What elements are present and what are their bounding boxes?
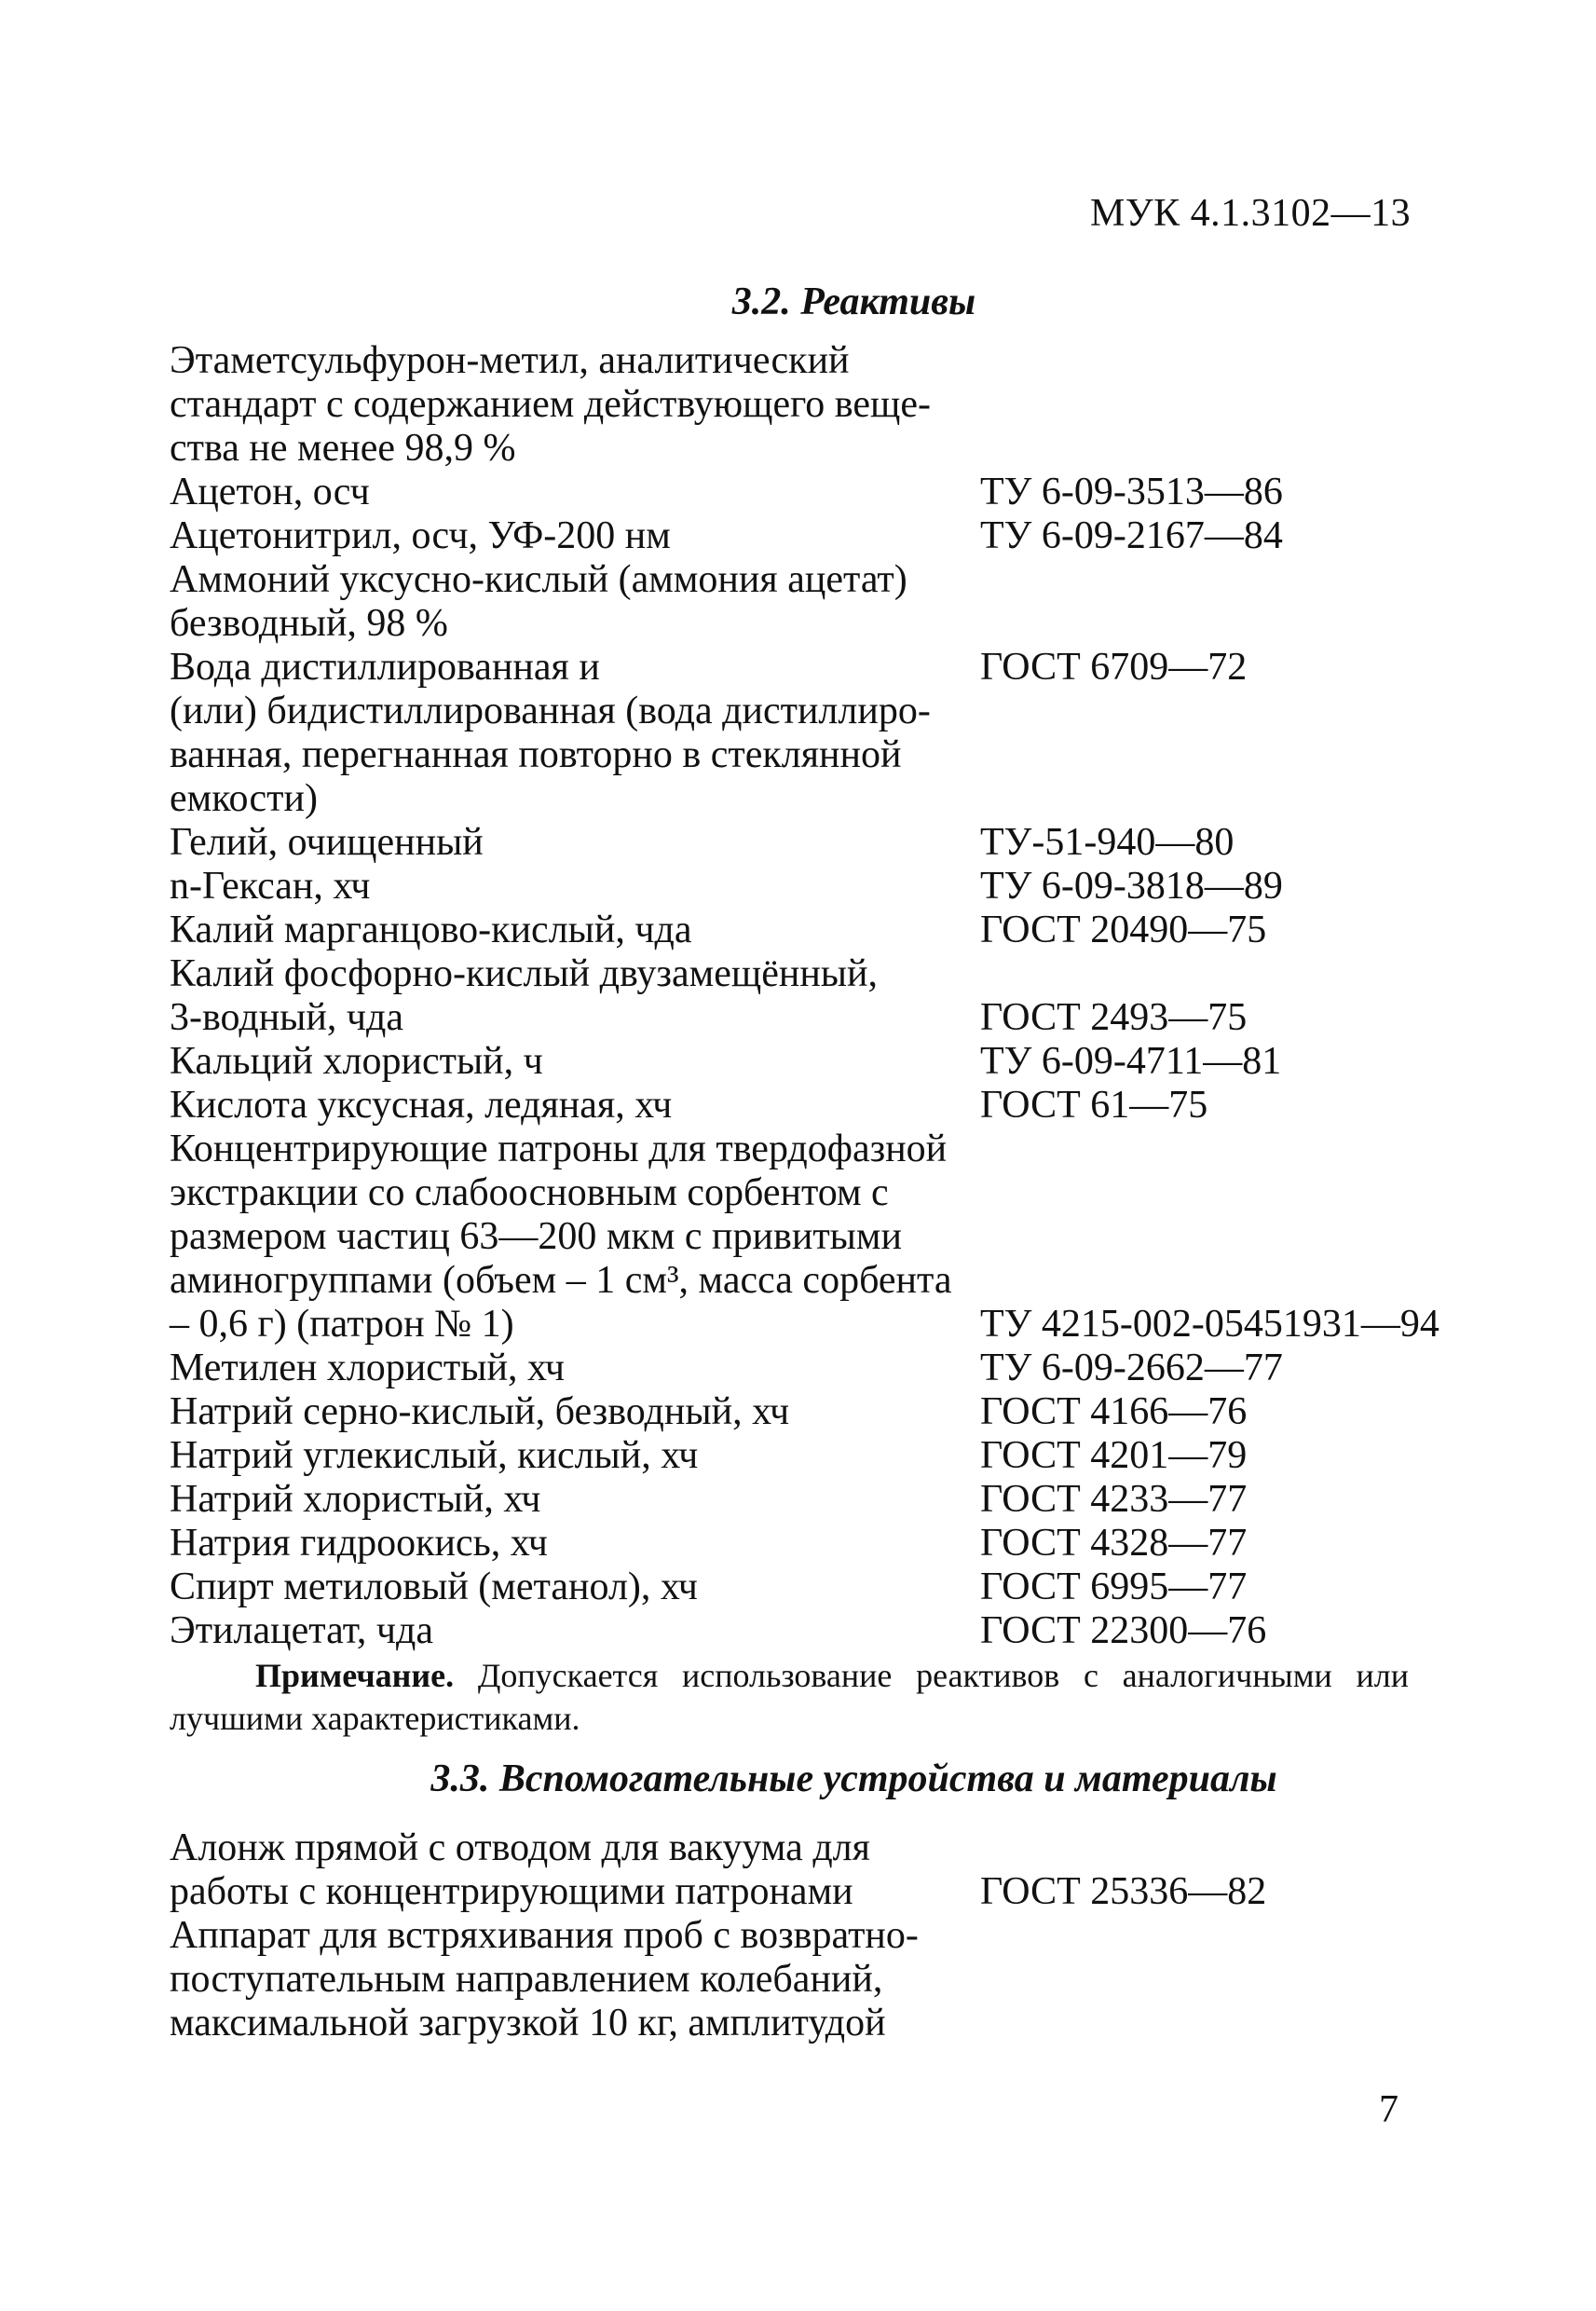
item-name: Гелий, очищенный xyxy=(170,821,484,864)
note xyxy=(170,1654,1409,1740)
list-item xyxy=(170,1826,1548,1914)
list-item xyxy=(170,1566,1548,1609)
item-name: Натрий хлористый, хч xyxy=(170,1478,541,1521)
item-standard: ГОСТ 4328—77 xyxy=(980,1522,1248,1565)
page-number: 7 xyxy=(1379,2088,1398,2131)
list-item xyxy=(170,471,1548,514)
item-name: Натрий углекислый, кислый, хч xyxy=(170,1434,699,1477)
item-standard: ГОСТ 2493—75 xyxy=(980,996,1248,1039)
item-name: Алонж прямой с отводом для вакуума для работы с концентрирующими патронами xyxy=(170,1826,870,1913)
item-standard: ГОСТ 22300—76 xyxy=(980,1609,1267,1652)
item-name: Аммоний уксусно-кислый (аммония ацетат) безводный, 98 % xyxy=(170,558,907,645)
document-code: МУК 4.1.3102—13 xyxy=(1090,192,1412,235)
list-item xyxy=(170,909,1548,952)
item-standard: ГОСТ 6995—77 xyxy=(980,1566,1248,1608)
list-item xyxy=(170,1522,1548,1566)
list-item xyxy=(170,1478,1548,1522)
list-item xyxy=(170,1390,1548,1434)
item-standard: ТУ 6-09-2662—77 xyxy=(980,1347,1283,1389)
list-item xyxy=(170,1128,1548,1347)
item-name: Натрия гидроокись, хч xyxy=(170,1522,548,1565)
list-item xyxy=(170,1609,1548,1653)
item-standard: ГОСТ 20490—75 xyxy=(980,909,1267,951)
item-name: Натрий серно-кислый, безводный, хч xyxy=(170,1390,790,1433)
item-name: Метилен хлористый, хч xyxy=(170,1347,565,1389)
list-item xyxy=(170,1084,1548,1128)
item-standard: ГОСТ 4166—76 xyxy=(980,1390,1248,1433)
list-item xyxy=(170,339,1548,471)
item-standard: ГОСТ 61—75 xyxy=(980,1084,1208,1127)
list-item xyxy=(170,1914,1548,2045)
item-standard: ТУ 6-09-3818—89 xyxy=(980,865,1283,908)
list-item xyxy=(170,1040,1548,1084)
list-item xyxy=(170,1434,1548,1478)
list-item xyxy=(170,1347,1548,1390)
item-name: Кислота уксусная, ледяная, хч xyxy=(170,1084,673,1127)
item-name: Калий фосфорно-кислый двузамещённый, 3-водный, чда xyxy=(170,952,878,1039)
item-standard: ГОСТ 25336—82 xyxy=(980,1870,1267,1913)
list-item xyxy=(170,865,1548,909)
list-item xyxy=(170,952,1548,1040)
item-standard: ТУ 6-09-3513—86 xyxy=(980,471,1283,513)
item-name: n-Гексан, хч xyxy=(170,865,371,908)
item-name: Этаметсульфурон-метил, аналитический стандарт с содержанием действующего веще- ства не менее 98,9 % xyxy=(170,339,931,470)
list-item xyxy=(170,646,1548,821)
section-title-reagents: 3.2. Реактивы xyxy=(731,280,976,323)
note-label: Примечание. xyxy=(255,1657,455,1694)
item-name: Аппарат для встряхивания проб с возвратно- поступательным направлением колебаний, максимальной загрузкой 10 кг, амплитудой xyxy=(170,1914,919,2044)
item-name: Ацетон, осч xyxy=(170,471,370,513)
list-item xyxy=(170,821,1548,865)
aux-list xyxy=(170,1826,1548,2045)
note-text: Допускается использование реактивов с аналогичными или лучшими характеристиками. xyxy=(170,1657,1409,1737)
item-name: Кальций хлористый, ч xyxy=(170,1040,543,1083)
item-name: Вода дистиллированная и (или) бидистиллированная (вода дистиллиро- ванная, перегнанная повторно в стеклянной емкости) xyxy=(170,646,931,820)
item-standard: ТУ 6-09-4711—81 xyxy=(980,1040,1282,1083)
list-item xyxy=(170,558,1548,646)
reagents-list xyxy=(170,339,1548,1653)
item-name: Ацетонитрил, осч, УФ-200 нм xyxy=(170,514,671,557)
item-standard: ТУ 6-09-2167—84 xyxy=(980,514,1283,557)
item-name: Этилацетат, чда xyxy=(170,1609,434,1652)
item-name: Калий марганцово-кислый, чда xyxy=(170,909,692,951)
item-standard: ГОСТ 6709—72 xyxy=(980,646,1248,689)
item-standard: ТУ-51-940—80 xyxy=(980,821,1235,864)
section-title-aux: 3.3. Вспомогательные устройства и материалы xyxy=(430,1757,1277,1800)
item-name: Концентрирующие патроны для твердофазной экстракции со слабоосновным сорбентом с размером частиц 63—200 мкм с привитыми аминогруппами (объем – 1 см³, масса сорбента – 0,6 г) (патрон № 1) xyxy=(170,1128,952,1346)
item-standard: ГОСТ 4201—79 xyxy=(980,1434,1248,1477)
item-standard: ГОСТ 4233—77 xyxy=(980,1478,1248,1521)
item-standard: ТУ 4215-002-05451931—94 xyxy=(980,1303,1439,1346)
list-item xyxy=(170,514,1548,558)
item-name: Спирт метиловый (метанол), хч xyxy=(170,1566,698,1608)
